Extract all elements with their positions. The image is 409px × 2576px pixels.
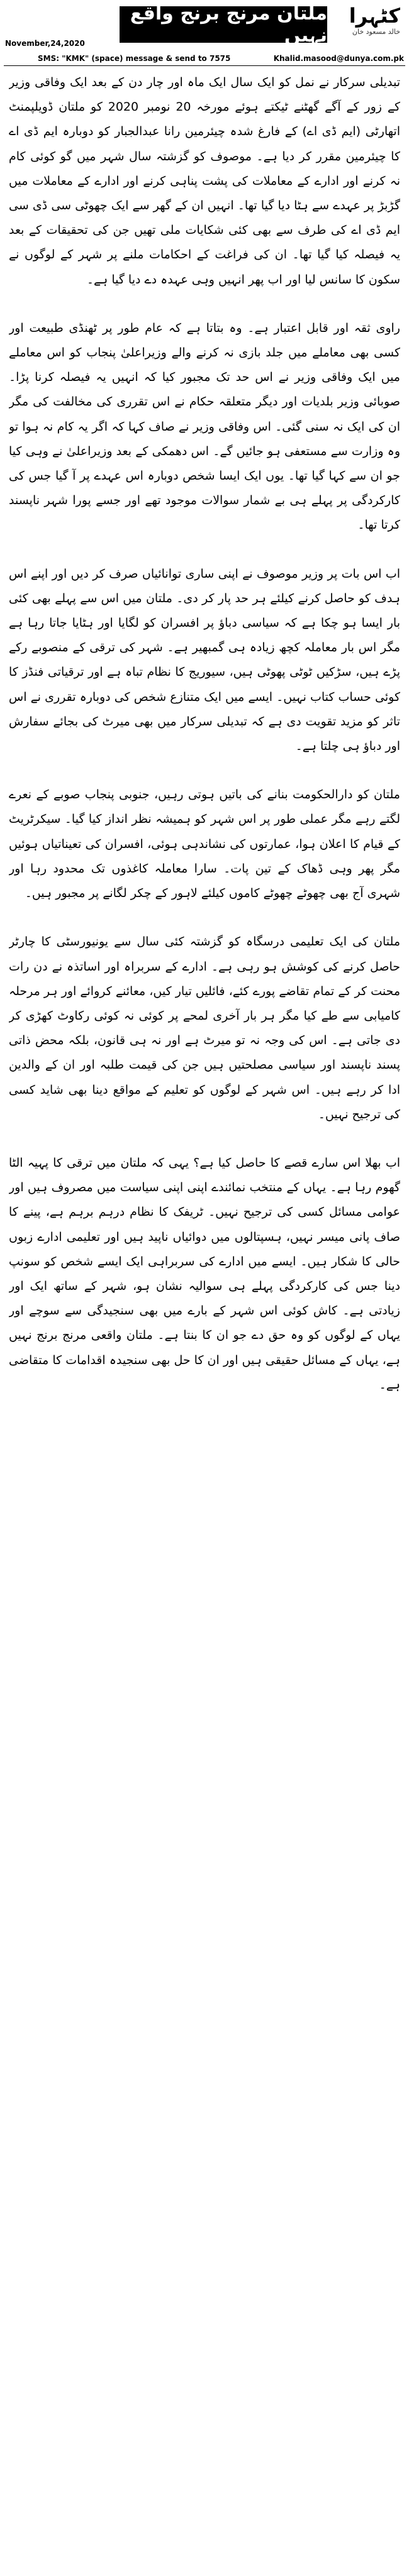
paragraph-6: اب بھلا اس سارے قصے کا حاصل کیا ہے؟ یہی کہ ملتان میں ترقی کا پہیہ الٹا گھوم رہا ہے۔ یہاں کے منتخب نمائندے اپنی اپنی سیاست میں مصروف ہیں اور عوامی مسائل کسی کی ترجیح نہیں۔ ٹریفک کا نظام درہم برہم ہے، پینے کا صاف پانی میسر نہیں، ہسپتالوں میں دوائیاں ناپید ہیں اور تعلیمی ادارے زبوں حالی کا شکار ہیں۔ ایسے میں ادارے کی سربراہی ایک ایسے شخص کو سونپ دینا جس کی کارکردگی پہلے ہی سوالیہ نشان ہو، شہر کے ساتھ ایک اور زیادتی ہے۔ کاش کوئی اس شہر کے بارے میں بھی سنجیدگی سے سوچے اور یہاں کے لوگوں کو وہ حق دے جو ان کا بنتا ہے۔ ملتان واقعی مرنج برنج نہیں ہے، یہاں کے مسائل حقیقی ہیں اور ان کا حل بھی سنجیدہ اقدامات کا متقاضی ہے۔ (9, 1155, 400, 1392)
paragraph-5: ملتان کی ایک تعلیمی درسگاہ کو گزشتہ کئی سال سے یونیورسٹی کا چارٹر حاصل کرنے کی کوشش ہو رہی ہے۔ ادارے کے سربراہ اور اساتذہ نے دن رات محنت کر کے تمام تقاضے پورے کئے، فائلیں تیار کیں، معائنے کروائے اور ہر مرحلہ کامیابی سے طے کیا مگر ہر بار آخری لمحے پر کوئی نہ کوئی رکاوٹ کھڑی کر دی جاتی ہے۔ اس کی وجہ نہ تو میرٹ ہے اور نہ ہی قانون، بلکہ محض ذاتی پسند ناپسند اور سیاسی مصلحتیں ہیں جن کی قیمت طلبہ اور ان کے والدین ادا کر رہے ہیں۔ اس شہر کے لوگوں کو تعلیم کے مواقع دینا بھی شاید کسی کی ترجیح نہیں۔ (9, 935, 400, 1121)
logo-title: کٹہرا (349, 4, 400, 28)
paragraph-2: راوی ثقہ اور قابل اعتبار ہے۔ وہ بتاتا ہے کہ عام طور پر ٹھنڈی طبیعت اور کسی بھی معاملے میں جلد بازی نہ کرنے والے وزیراعلیٰ پنجاب کو اس معاملے میں ایک وفاقی وزیر نے اس حد تک مجبور کیا کہ انہیں یہ فیصلہ کرنا پڑا۔ صوبائی وزیر بلدیات اور دیگر متعلقہ حکام نے اس تقرری کی مخالفت کی مگر ان کی ایک نہ سنی گئی۔ اس وفاقی وزیر نے صاف کہا کہ اگر یہ کام نہ ہوا تو وہ وزارت سے مستعفی ہو جائیں گے۔ اس دھمکی کے بعد وزیراعلیٰ نے وہی کیا جو ان سے کہا گیا تھا۔ یوں ایک ایسا شخص دوبارہ اس عہدے پر آ گیا جس کی کارکردگی پر پہلے ہی بے شمار سوالات موجود تھے اور جسے پورا شہر ناپسند کرتا تھا۔ (9, 321, 400, 532)
column-logo (335, 3, 405, 40)
contact-bar (0, 53, 409, 65)
header-divider (4, 65, 405, 66)
column-body (9, 70, 400, 2566)
paragraph-3: اب اس بات پر وزیر موصوف نے اپنی ساری توانائیاں صرف کر دیں اور اپنے اس ہدف کو حاصل کرنے کیلئے ہر حد پار کر دی۔ ملتان میں اس سے پہلے بھی کئی بار ایسا ہو چکا ہے کہ سیاسی دباؤ پر افسران کو لگایا اور ہٹایا جاتا رہا ہے مگر اس بار معاملہ کچھ زیادہ ہی گمبھیر ہے۔ شہر کی ترقی کے منصوبے رکے پڑے ہیں، سڑکیں ٹوٹی پھوٹی ہیں، سیوریج کا نظام تباہ ہے اور ترقیاتی فنڈز کا کوئی حساب کتاب نہیں۔ ایسے میں ایک متنازع شخص کی دوبارہ تقرری نے اس تاثر کو مزید تقویت دی ہے کہ تبدیلی سرکار میں بھی میرٹ کی بجائے سفارش اور دباؤ ہی چلتا ہے۔ (9, 566, 400, 754)
publish-date: November,24,2020 (5, 39, 85, 48)
sms-instructions: SMS: "KMK" (space) message & send to 7575 (38, 54, 231, 63)
paragraph-4: ملتان کو دارالحکومت بنانے کی باتیں ہوتی رہیں، جنوبی پنجاب صوبے کے نعرے لگتے رہے مگر عملی طور پر اس شہر کو ہمیشہ نظر انداز کیا گیا۔ سیکرٹریٹ کے قیام کا اعلان ہوا، عمارتوں کی نشاندہی ہوئی، افسران کی تعیناتیاں ہوئیں مگر پھر وہی ڈھاک کے تین پات۔ سارا معاملہ کاغذوں تک محدود رہا اور شہری آج بھی چھوٹے چھوٹے کاموں کیلئے لاہور کے چکر لگانے پر مجبور ہیں۔ (9, 788, 400, 901)
column-header (0, 0, 409, 52)
column-headline: ملتان مرنج برنج واقع نہیں (120, 6, 327, 43)
author-email: Khalid.masood@dunya.com.pk (273, 54, 404, 63)
author-name: خالد مسعود خان (352, 28, 400, 36)
paragraph-1: تبدیلی سرکار نے نمل کو ایک سال ایک ماہ اور چار دن کے بعد ایک وفاقی وزیر کے زور کے آگے گھٹنے ٹیکتے ہوئے مورخہ 20 نومبر 2020 کو ملتان ڈویلپمنٹ اتھارٹی (ایم ڈی اے) کے فارغ شدہ چیئرمین رانا عبدالجبار کو دوبارہ ایم ڈی اے کا چیئرمین مقرر کر دیا ہے۔ موصوف کو گزشتہ سال شہر میں گو کوئی کام نہ کرنے اور ادارے کے معاملات کی پشت پناہی کرنے اور ادارے کے معاملات میں گڑبڑ پر عہدے سے ہٹا دیا گیا تھا۔ انہیں ان کے گھر سے ایک چھوٹی سی ڈی سی ایم ڈی اے کی طرف سے بھی کئی شکایات ملی تھیں جن کی تحقیقات کے بعد یہ فیصلہ کیا گیا تھا۔ ان کی فراغت کے احکامات ملنے پر شہر کے لوگوں نے سکون کا سانس لیا اور اب پھر انہیں وہی عہدہ دے دیا گیا ہے۔ (9, 75, 400, 287)
